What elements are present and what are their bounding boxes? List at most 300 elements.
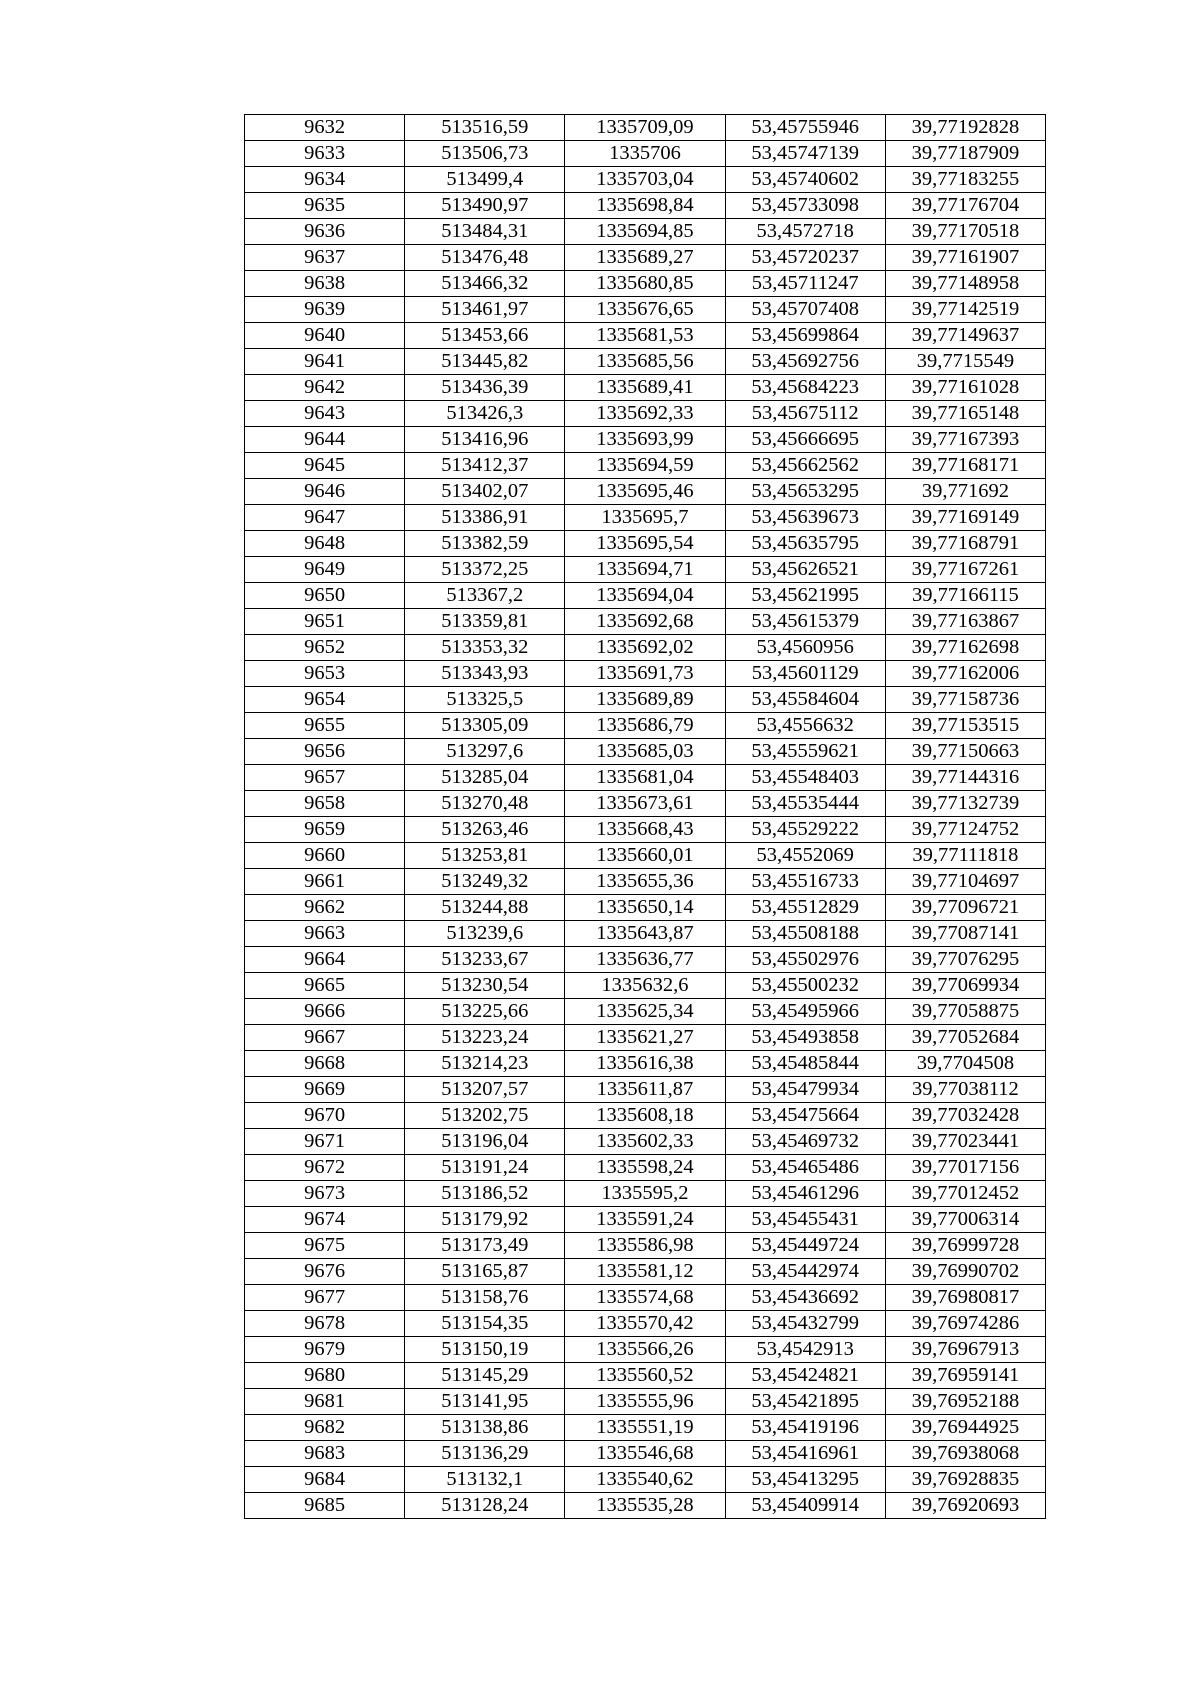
point-number-cell: 9682 [245, 1415, 405, 1441]
longitude-cell: 39,77161028 [885, 375, 1045, 401]
x-coordinate-cell: 513154,35 [405, 1311, 565, 1337]
point-number-cell: 9673 [245, 1181, 405, 1207]
point-number-cell: 9655 [245, 713, 405, 739]
table-row [245, 713, 1046, 739]
longitude-cell: 39,76920693 [885, 1493, 1045, 1519]
y-coordinate-cell: 1335692,33 [565, 401, 725, 427]
longitude-cell: 39,77149637 [885, 323, 1045, 349]
table-row [245, 1259, 1046, 1285]
point-number-cell: 9635 [245, 193, 405, 219]
table-row [245, 1467, 1046, 1493]
longitude-cell: 39,77158736 [885, 687, 1045, 713]
y-coordinate-cell: 1335689,41 [565, 375, 725, 401]
longitude-cell: 39,771692 [885, 479, 1045, 505]
y-coordinate-cell: 1335625,34 [565, 999, 725, 1025]
longitude-cell: 39,77166115 [885, 583, 1045, 609]
y-coordinate-cell: 1335709,09 [565, 115, 725, 141]
y-coordinate-cell: 1335673,61 [565, 791, 725, 817]
point-number-cell: 9680 [245, 1363, 405, 1389]
x-coordinate-cell: 513476,48 [405, 245, 565, 271]
x-coordinate-cell: 513138,86 [405, 1415, 565, 1441]
point-number-cell: 9647 [245, 505, 405, 531]
x-coordinate-cell: 513230,54 [405, 973, 565, 999]
table-row [245, 1129, 1046, 1155]
x-coordinate-cell: 513158,76 [405, 1285, 565, 1311]
longitude-cell: 39,77168171 [885, 453, 1045, 479]
x-coordinate-cell: 513367,2 [405, 583, 565, 609]
table-row [245, 323, 1046, 349]
latitude-cell: 53,45733098 [725, 193, 885, 219]
x-coordinate-cell: 513253,81 [405, 843, 565, 869]
y-coordinate-cell: 1335636,77 [565, 947, 725, 973]
point-number-cell: 9659 [245, 817, 405, 843]
point-number-cell: 9679 [245, 1337, 405, 1363]
point-number-cell: 9658 [245, 791, 405, 817]
table-row [245, 531, 1046, 557]
y-coordinate-cell: 1335602,33 [565, 1129, 725, 1155]
latitude-cell: 53,45455431 [725, 1207, 885, 1233]
table-row [245, 1025, 1046, 1051]
point-number-cell: 9643 [245, 401, 405, 427]
point-number-cell: 9663 [245, 921, 405, 947]
x-coordinate-cell: 513233,67 [405, 947, 565, 973]
point-number-cell: 9653 [245, 661, 405, 687]
latitude-cell: 53,45465486 [725, 1155, 885, 1181]
latitude-cell: 53,45621995 [725, 583, 885, 609]
y-coordinate-cell: 1335693,99 [565, 427, 725, 453]
table-row [245, 115, 1046, 141]
point-number-cell: 9634 [245, 167, 405, 193]
longitude-cell: 39,77167261 [885, 557, 1045, 583]
y-coordinate-cell: 1335611,87 [565, 1077, 725, 1103]
point-number-cell: 9677 [245, 1285, 405, 1311]
longitude-cell: 39,77012452 [885, 1181, 1045, 1207]
x-coordinate-cell: 513214,23 [405, 1051, 565, 1077]
latitude-cell: 53,45740602 [725, 167, 885, 193]
point-number-cell: 9676 [245, 1259, 405, 1285]
longitude-cell: 39,77069934 [885, 973, 1045, 999]
x-coordinate-cell: 513461,97 [405, 297, 565, 323]
point-number-cell: 9644 [245, 427, 405, 453]
y-coordinate-cell: 1335689,89 [565, 687, 725, 713]
longitude-cell: 39,77132739 [885, 791, 1045, 817]
y-coordinate-cell: 1335694,04 [565, 583, 725, 609]
y-coordinate-cell: 1335595,2 [565, 1181, 725, 1207]
latitude-cell: 53,45502976 [725, 947, 885, 973]
longitude-cell: 39,77142519 [885, 297, 1045, 323]
longitude-cell: 39,77170518 [885, 219, 1045, 245]
point-number-cell: 9672 [245, 1155, 405, 1181]
y-coordinate-cell: 1335586,98 [565, 1233, 725, 1259]
x-coordinate-cell: 513141,95 [405, 1389, 565, 1415]
table-row [245, 245, 1046, 271]
y-coordinate-cell: 1335555,96 [565, 1389, 725, 1415]
y-coordinate-cell: 1335689,27 [565, 245, 725, 271]
latitude-cell: 53,45516733 [725, 869, 885, 895]
latitude-cell: 53,45424821 [725, 1363, 885, 1389]
table-row [245, 609, 1046, 635]
latitude-cell: 53,45493858 [725, 1025, 885, 1051]
x-coordinate-cell: 513186,52 [405, 1181, 565, 1207]
point-number-cell: 9674 [245, 1207, 405, 1233]
latitude-cell: 53,45601129 [725, 661, 885, 687]
latitude-cell: 53,45421895 [725, 1389, 885, 1415]
latitude-cell: 53,45584604 [725, 687, 885, 713]
x-coordinate-cell: 513270,48 [405, 791, 565, 817]
x-coordinate-cell: 513285,04 [405, 765, 565, 791]
longitude-cell: 39,77076295 [885, 947, 1045, 973]
coordinates-table [244, 114, 1046, 1519]
longitude-cell: 39,77163867 [885, 609, 1045, 635]
longitude-cell: 39,77058875 [885, 999, 1045, 1025]
longitude-cell: 39,77162006 [885, 661, 1045, 687]
table-row [245, 1077, 1046, 1103]
point-number-cell: 9661 [245, 869, 405, 895]
latitude-cell: 53,45409914 [725, 1493, 885, 1519]
y-coordinate-cell: 1335632,6 [565, 973, 725, 999]
table-row [245, 167, 1046, 193]
latitude-cell: 53,45461296 [725, 1181, 885, 1207]
latitude-cell: 53,45449724 [725, 1233, 885, 1259]
latitude-cell: 53,45666695 [725, 427, 885, 453]
y-coordinate-cell: 1335570,42 [565, 1311, 725, 1337]
x-coordinate-cell: 513353,32 [405, 635, 565, 661]
latitude-cell: 53,4572718 [725, 219, 885, 245]
latitude-cell: 53,45419196 [725, 1415, 885, 1441]
longitude-cell: 39,76980817 [885, 1285, 1045, 1311]
longitude-cell: 39,76959141 [885, 1363, 1045, 1389]
coordinates-table-body [245, 115, 1046, 1519]
table-row [245, 739, 1046, 765]
latitude-cell: 53,45720237 [725, 245, 885, 271]
table-row [245, 895, 1046, 921]
longitude-cell: 39,77032428 [885, 1103, 1045, 1129]
table-row [245, 1181, 1046, 1207]
table-row [245, 843, 1046, 869]
latitude-cell: 53,45548403 [725, 765, 885, 791]
table-row [245, 1389, 1046, 1415]
x-coordinate-cell: 513506,73 [405, 141, 565, 167]
x-coordinate-cell: 513165,87 [405, 1259, 565, 1285]
longitude-cell: 39,77167393 [885, 427, 1045, 453]
x-coordinate-cell: 513359,81 [405, 609, 565, 635]
longitude-cell: 39,76944925 [885, 1415, 1045, 1441]
point-number-cell: 9669 [245, 1077, 405, 1103]
longitude-cell: 39,77187909 [885, 141, 1045, 167]
latitude-cell: 53,45675112 [725, 401, 885, 427]
table-row [245, 1363, 1046, 1389]
latitude-cell: 53,45692756 [725, 349, 885, 375]
table-row [245, 765, 1046, 791]
table-row [245, 687, 1046, 713]
latitude-cell: 53,45479934 [725, 1077, 885, 1103]
point-number-cell: 9685 [245, 1493, 405, 1519]
point-number-cell: 9681 [245, 1389, 405, 1415]
longitude-cell: 39,77006314 [885, 1207, 1045, 1233]
x-coordinate-cell: 513223,24 [405, 1025, 565, 1051]
x-coordinate-cell: 513516,59 [405, 115, 565, 141]
longitude-cell: 39,76974286 [885, 1311, 1045, 1337]
y-coordinate-cell: 1335685,03 [565, 739, 725, 765]
x-coordinate-cell: 513416,96 [405, 427, 565, 453]
y-coordinate-cell: 1335695,54 [565, 531, 725, 557]
x-coordinate-cell: 513136,29 [405, 1441, 565, 1467]
y-coordinate-cell: 1335546,68 [565, 1441, 725, 1467]
point-number-cell: 9664 [245, 947, 405, 973]
latitude-cell: 53,45495966 [725, 999, 885, 1025]
latitude-cell: 53,4560956 [725, 635, 885, 661]
longitude-cell: 39,77096721 [885, 895, 1045, 921]
point-number-cell: 9660 [245, 843, 405, 869]
y-coordinate-cell: 1335643,87 [565, 921, 725, 947]
y-coordinate-cell: 1335694,59 [565, 453, 725, 479]
longitude-cell: 39,77052684 [885, 1025, 1045, 1051]
table-row [245, 401, 1046, 427]
x-coordinate-cell: 513412,37 [405, 453, 565, 479]
y-coordinate-cell: 1335621,27 [565, 1025, 725, 1051]
x-coordinate-cell: 513249,32 [405, 869, 565, 895]
latitude-cell: 53,45684223 [725, 375, 885, 401]
x-coordinate-cell: 513386,91 [405, 505, 565, 531]
latitude-cell: 53,45512829 [725, 895, 885, 921]
point-number-cell: 9645 [245, 453, 405, 479]
point-number-cell: 9640 [245, 323, 405, 349]
x-coordinate-cell: 513179,92 [405, 1207, 565, 1233]
latitude-cell: 53,45535444 [725, 791, 885, 817]
longitude-cell: 39,77183255 [885, 167, 1045, 193]
y-coordinate-cell: 1335694,85 [565, 219, 725, 245]
x-coordinate-cell: 513445,82 [405, 349, 565, 375]
table-row [245, 219, 1046, 245]
latitude-cell: 53,45711247 [725, 271, 885, 297]
point-number-cell: 9678 [245, 1311, 405, 1337]
longitude-cell: 39,76990702 [885, 1259, 1045, 1285]
longitude-cell: 39,7704508 [885, 1051, 1045, 1077]
latitude-cell: 53,45615379 [725, 609, 885, 635]
table-row [245, 297, 1046, 323]
y-coordinate-cell: 1335660,01 [565, 843, 725, 869]
table-row [245, 1051, 1046, 1077]
x-coordinate-cell: 513173,49 [405, 1233, 565, 1259]
y-coordinate-cell: 1335692,68 [565, 609, 725, 635]
y-coordinate-cell: 1335608,18 [565, 1103, 725, 1129]
point-number-cell: 9632 [245, 115, 405, 141]
table-row [245, 1415, 1046, 1441]
y-coordinate-cell: 1335551,19 [565, 1415, 725, 1441]
y-coordinate-cell: 1335566,26 [565, 1337, 725, 1363]
table-row [245, 271, 1046, 297]
x-coordinate-cell: 513207,57 [405, 1077, 565, 1103]
y-coordinate-cell: 1335686,79 [565, 713, 725, 739]
longitude-cell: 39,76928835 [885, 1467, 1045, 1493]
x-coordinate-cell: 513196,04 [405, 1129, 565, 1155]
latitude-cell: 53,45413295 [725, 1467, 885, 1493]
y-coordinate-cell: 1335574,68 [565, 1285, 725, 1311]
latitude-cell: 53,4552069 [725, 843, 885, 869]
table-row [245, 1285, 1046, 1311]
longitude-cell: 39,77150663 [885, 739, 1045, 765]
longitude-cell: 39,77176704 [885, 193, 1045, 219]
y-coordinate-cell: 1335706 [565, 141, 725, 167]
longitude-cell: 39,77124752 [885, 817, 1045, 843]
table-row [245, 557, 1046, 583]
x-coordinate-cell: 513484,31 [405, 219, 565, 245]
latitude-cell: 53,45747139 [725, 141, 885, 167]
table-row [245, 1441, 1046, 1467]
table-row [245, 1337, 1046, 1363]
table-row [245, 869, 1046, 895]
longitude-cell: 39,7715549 [885, 349, 1045, 375]
table-row [245, 1207, 1046, 1233]
latitude-cell: 53,45436692 [725, 1285, 885, 1311]
table-row [245, 141, 1046, 167]
x-coordinate-cell: 513453,66 [405, 323, 565, 349]
latitude-cell: 53,45653295 [725, 479, 885, 505]
x-coordinate-cell: 513305,09 [405, 713, 565, 739]
latitude-cell: 53,4556632 [725, 713, 885, 739]
x-coordinate-cell: 513150,19 [405, 1337, 565, 1363]
latitude-cell: 53,45469732 [725, 1129, 885, 1155]
table-row [245, 661, 1046, 687]
table-row [245, 791, 1046, 817]
point-number-cell: 9654 [245, 687, 405, 713]
table-row [245, 973, 1046, 999]
x-coordinate-cell: 513466,32 [405, 271, 565, 297]
y-coordinate-cell: 1335680,85 [565, 271, 725, 297]
latitude-cell: 53,45475664 [725, 1103, 885, 1129]
y-coordinate-cell: 1335676,65 [565, 297, 725, 323]
table-row [245, 479, 1046, 505]
x-coordinate-cell: 513244,88 [405, 895, 565, 921]
y-coordinate-cell: 1335695,7 [565, 505, 725, 531]
point-number-cell: 9637 [245, 245, 405, 271]
latitude-cell: 53,45500232 [725, 973, 885, 999]
point-number-cell: 9667 [245, 1025, 405, 1051]
table-row [245, 193, 1046, 219]
table-row [245, 583, 1046, 609]
point-number-cell: 9648 [245, 531, 405, 557]
point-number-cell: 9650 [245, 583, 405, 609]
y-coordinate-cell: 1335535,28 [565, 1493, 725, 1519]
x-coordinate-cell: 513343,93 [405, 661, 565, 687]
table-row [245, 947, 1046, 973]
longitude-cell: 39,76967913 [885, 1337, 1045, 1363]
latitude-cell: 53,45485844 [725, 1051, 885, 1077]
latitude-cell: 53,45755946 [725, 115, 885, 141]
x-coordinate-cell: 513499,4 [405, 167, 565, 193]
longitude-cell: 39,76999728 [885, 1233, 1045, 1259]
latitude-cell: 53,45442974 [725, 1259, 885, 1285]
table-row [245, 817, 1046, 843]
latitude-cell: 53,45699864 [725, 323, 885, 349]
table-row [245, 1155, 1046, 1181]
latitude-cell: 53,45416961 [725, 1441, 885, 1467]
longitude-cell: 39,77162698 [885, 635, 1045, 661]
longitude-cell: 39,77017156 [885, 1155, 1045, 1181]
latitude-cell: 53,45559621 [725, 739, 885, 765]
x-coordinate-cell: 513490,97 [405, 193, 565, 219]
longitude-cell: 39,77192828 [885, 115, 1045, 141]
latitude-cell: 53,45529222 [725, 817, 885, 843]
y-coordinate-cell: 1335668,43 [565, 817, 725, 843]
latitude-cell: 53,45626521 [725, 557, 885, 583]
point-number-cell: 9671 [245, 1129, 405, 1155]
table-row [245, 635, 1046, 661]
longitude-cell: 39,77169149 [885, 505, 1045, 531]
y-coordinate-cell: 1335698,84 [565, 193, 725, 219]
point-number-cell: 9675 [245, 1233, 405, 1259]
y-coordinate-cell: 1335694,71 [565, 557, 725, 583]
longitude-cell: 39,76952188 [885, 1389, 1045, 1415]
x-coordinate-cell: 513263,46 [405, 817, 565, 843]
point-number-cell: 9646 [245, 479, 405, 505]
y-coordinate-cell: 1335650,14 [565, 895, 725, 921]
point-number-cell: 9656 [245, 739, 405, 765]
point-number-cell: 9638 [245, 271, 405, 297]
table-row [245, 1103, 1046, 1129]
table-row [245, 1493, 1046, 1519]
y-coordinate-cell: 1335692,02 [565, 635, 725, 661]
latitude-cell: 53,4542913 [725, 1337, 885, 1363]
x-coordinate-cell: 513191,24 [405, 1155, 565, 1181]
x-coordinate-cell: 513382,59 [405, 531, 565, 557]
longitude-cell: 39,77165148 [885, 401, 1045, 427]
longitude-cell: 39,77168791 [885, 531, 1045, 557]
y-coordinate-cell: 1335540,62 [565, 1467, 725, 1493]
table-row [245, 427, 1046, 453]
point-number-cell: 9639 [245, 297, 405, 323]
table-row [245, 505, 1046, 531]
latitude-cell: 53,45662562 [725, 453, 885, 479]
table-row [245, 349, 1046, 375]
longitude-cell: 39,77111818 [885, 843, 1045, 869]
longitude-cell: 39,76938068 [885, 1441, 1045, 1467]
x-coordinate-cell: 513132,1 [405, 1467, 565, 1493]
latitude-cell: 53,45635795 [725, 531, 885, 557]
x-coordinate-cell: 513225,66 [405, 999, 565, 1025]
point-number-cell: 9652 [245, 635, 405, 661]
y-coordinate-cell: 1335703,04 [565, 167, 725, 193]
x-coordinate-cell: 513436,39 [405, 375, 565, 401]
y-coordinate-cell: 1335695,46 [565, 479, 725, 505]
table-row [245, 375, 1046, 401]
longitude-cell: 39,77153515 [885, 713, 1045, 739]
point-number-cell: 9666 [245, 999, 405, 1025]
y-coordinate-cell: 1335581,12 [565, 1259, 725, 1285]
y-coordinate-cell: 1335560,52 [565, 1363, 725, 1389]
point-number-cell: 9657 [245, 765, 405, 791]
point-number-cell: 9651 [245, 609, 405, 635]
latitude-cell: 53,45707408 [725, 297, 885, 323]
y-coordinate-cell: 1335655,36 [565, 869, 725, 895]
x-coordinate-cell: 513128,24 [405, 1493, 565, 1519]
latitude-cell: 53,45432799 [725, 1311, 885, 1337]
longitude-cell: 39,77087141 [885, 921, 1045, 947]
x-coordinate-cell: 513325,5 [405, 687, 565, 713]
y-coordinate-cell: 1335616,38 [565, 1051, 725, 1077]
point-number-cell: 9684 [245, 1467, 405, 1493]
x-coordinate-cell: 513372,25 [405, 557, 565, 583]
latitude-cell: 53,45508188 [725, 921, 885, 947]
y-coordinate-cell: 1335598,24 [565, 1155, 725, 1181]
x-coordinate-cell: 513202,75 [405, 1103, 565, 1129]
point-number-cell: 9642 [245, 375, 405, 401]
x-coordinate-cell: 513297,6 [405, 739, 565, 765]
point-number-cell: 9662 [245, 895, 405, 921]
point-number-cell: 9683 [245, 1441, 405, 1467]
table-row [245, 453, 1046, 479]
point-number-cell: 9636 [245, 219, 405, 245]
